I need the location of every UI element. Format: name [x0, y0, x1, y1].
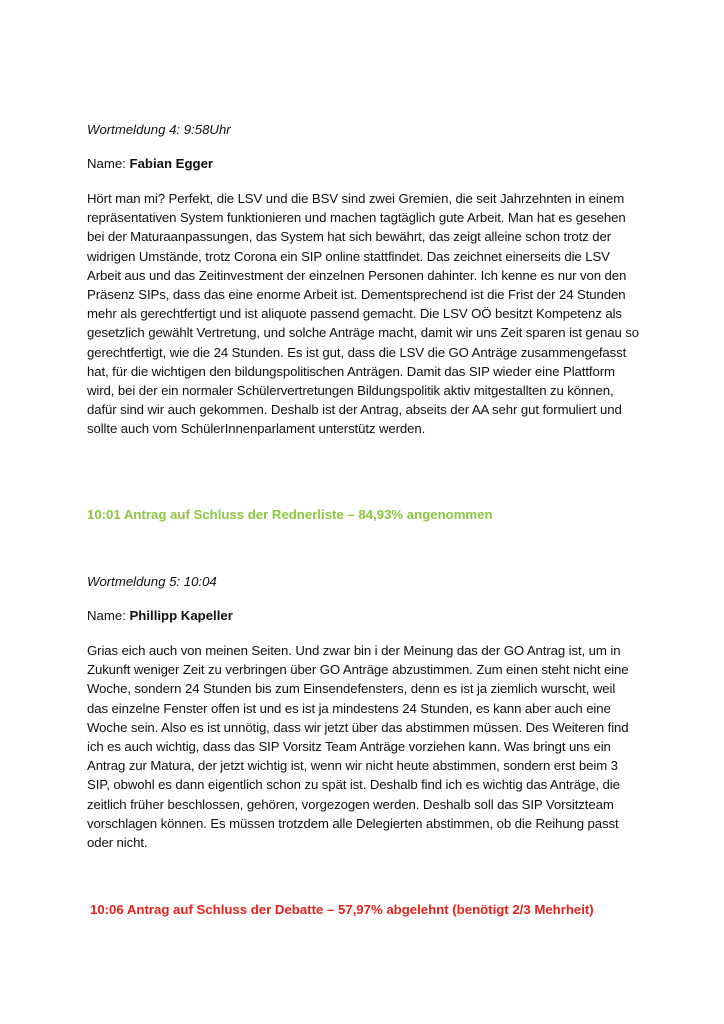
speech-4-text: Hört man mi? Perfekt, die LSV und die BSV sind zwei Gremien, die seit Jahrzehnten in einem repräsentativen System funktionieren und machen tagtäglich gute Arbeit. Man hat es gesehen bei der Maturaanpassungen, das System hat sich bewährt, das zeigt alleine schon trotz der widrigen Umstände, trotz Corona ein SIP online stattfindet. Das zeichnet einerseits die LSV Arbeit aus und das Zeitinvestment der einzelnen Personen dahinter. Ich kenne es nur von den Präsenz SIPs, dass das eine enorme Arbeit ist. Dementsprechend ist die Frist der 24 Stunden mehr als gerechtfertigt und ist aliquote passend gemacht. Die LSV OÖ besitzt Kompetenz als gesetzlich gewählt Vertretung, und solche Anträge macht, damit wir uns Zeit sparen ist genau so gerechtfertigt, wie die 24 Stunden. Es ist gut, dass die LSV die GO Anträge zusammengefasst hat, für die wichtigen den bildungspolitischen Anträgen. Damit das SIP wieder eine Plattform wird, bei der ein normaler Schülervertretungen Bildungspolitik aktiv mitgestallten zu können, dafür sind wir auch gekommen. Deshalb ist der Antrag, abseits der AA sehr gut formuliert und sollte auch vom SchülerInnenparlament unterstütz werden. — [87, 191, 640, 437]
name-label: Name: — [87, 156, 130, 171]
speaker-name: Fabian Egger — [129, 156, 214, 171]
speech-4-speaker — [87, 155, 213, 173]
speech-5-text: Grias eich auch von meinen Seiten. Und zwar bin i der Meinung das der GO Antrag ist, um in Zukunft weniger Zeit zu verbringen über GO Anträge abzustimmen. Zum einen steht nicht eine Woche, sondern 24 Stunden bis zum Einsendefensters, denn es ist ja ziemlich wurscht, weil das einzelne Fenster offen ist und es ist ja mindestens 24 Stunden, es kann aber auch eine Woche sein. Also es ist unnötig, dass wir jetzt über das abstimmen müssen. Des Weiteren find ich es auch wichtig, dass das SIP Vorsitz Team Anträge vorziehen kann. Was bringt uns ein Antrag zur Matura, der jetzt wichtig ist, wenn wir nicht heute abstimmen, sondern erst beim 3 SIP, obwohl es dann eigentlich schon zu spät ist. Deshalb find ich es wichtig das Anträge, die zeitlich früher beschlossen, gehören, vorgezogen werden. Deshalb soll das SIP Vorsitzteam vorschlagen können. Es müssen trotzdem alle Delegierten abstimmen, ob die Reihung passt oder nicht. — [87, 643, 629, 851]
motion-result-accepted: 10:01 Antrag auf Schluss der Rednerliste – 84,93% angenommen — [87, 507, 493, 522]
speech-4-heading: Wortmeldung 4: 9:58Uhr — [87, 122, 231, 137]
speaker-name: Phillipp Kapeller — [129, 608, 233, 623]
name-label: Name: — [87, 608, 130, 623]
speech-5-heading: Wortmeldung 5: 10:04 — [87, 574, 217, 589]
motion-result-rejected: 10:06 Antrag auf Schluss der Debatte – 57,97% abgelehnt (benötigt 2/3 Mehrheit) — [90, 902, 594, 917]
speech-5-speaker — [87, 607, 233, 625]
